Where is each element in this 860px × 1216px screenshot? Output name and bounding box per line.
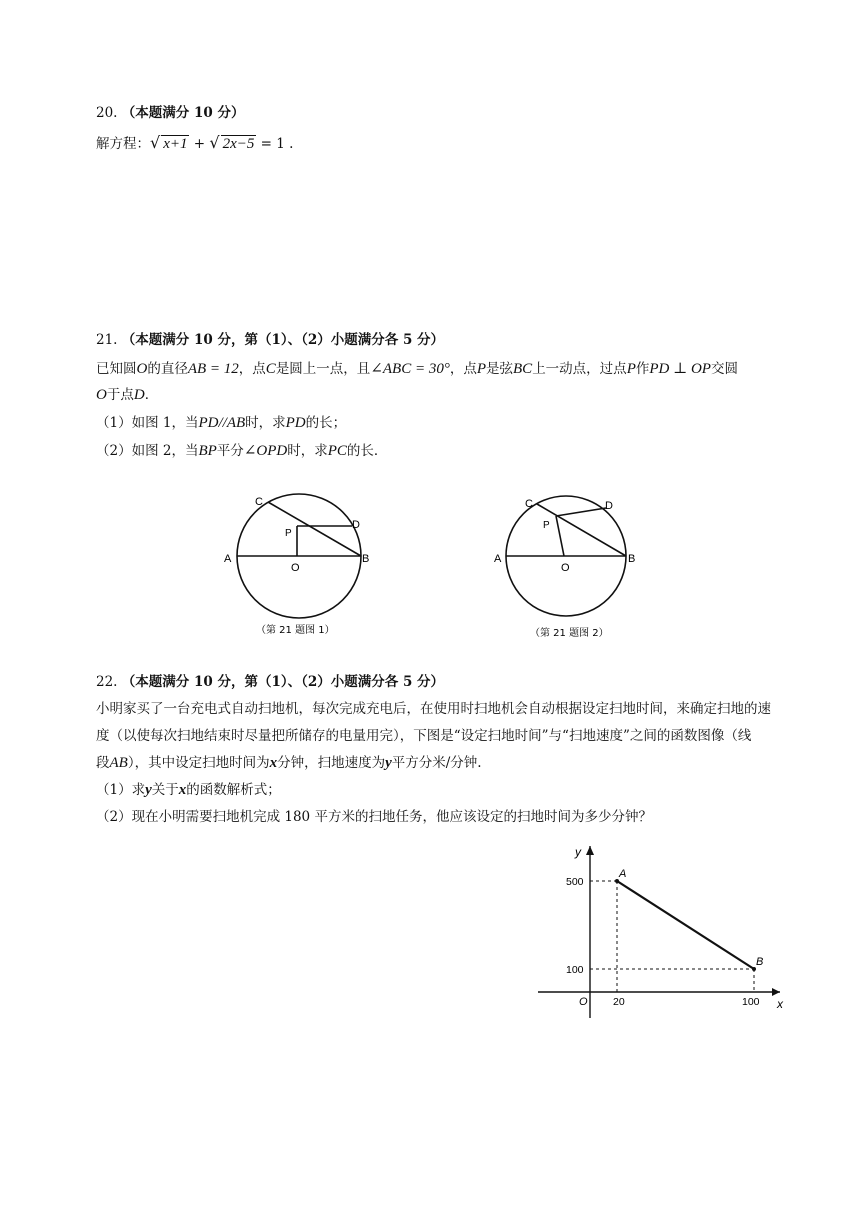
q22-header: （本题满分 10 分，第（1）、（2）小题满分各 5 分） [121, 674, 445, 690]
q21-p1a: （1）如图 1，当 [96, 415, 199, 431]
q21-t1h: 作 [635, 361, 650, 377]
q21-t1a: 已知圆 [96, 361, 137, 377]
q20-radicand-2: 2x−5 [222, 136, 255, 152]
label-o: O [291, 562, 300, 574]
q22-l3d: 平方分米/分钟. [391, 755, 482, 771]
q22-number: 22. [96, 674, 118, 690]
q22-p1c: 的函数解析式； [186, 782, 281, 798]
q21-opd: ∠OPD [243, 443, 288, 459]
q21-ab12: AB = 12 [187, 361, 239, 377]
q21-angle: ∠ABC = 30° [370, 361, 450, 377]
label-p: P [543, 520, 550, 531]
q22-part1 [96, 780, 281, 800]
label-a: A [224, 553, 232, 565]
q21-p2d: 的长． [346, 443, 388, 459]
segment-op [556, 516, 564, 556]
q21-number: 21. [96, 332, 118, 348]
q22-text-line3 [96, 753, 482, 773]
q21-d: D [133, 387, 145, 403]
segment-pd [556, 508, 606, 516]
q22-l3a: 段 [96, 755, 110, 771]
q21-p1c: 的长； [305, 415, 347, 431]
q21-o2: O [96, 387, 107, 403]
q20-equals: = 1 . [256, 136, 294, 152]
q21-text-line1 [96, 359, 738, 379]
q21-figure-2 [480, 488, 660, 648]
q22-l3c: 分钟，扫地速度为 [277, 755, 386, 771]
q21-c: C [265, 361, 276, 377]
q21-p1b: 时，求 [245, 415, 286, 431]
q21-t1c: ，点 [238, 361, 266, 377]
q21-text-line2 [96, 385, 158, 405]
q21-p: P [476, 361, 487, 377]
q20-radicand-1: x+1 [163, 136, 188, 152]
q21-pc: PC [327, 443, 347, 459]
q20-lead: 解方程： [96, 136, 150, 152]
q21-p2c: 时，求 [287, 443, 328, 459]
point-label-b: B [756, 956, 764, 968]
q22-text-line1: 小明家买了一台充电式自动扫地机，每次完成充电后，在使用时扫地机会自动根据设定扫地时间，来确定扫地的速 [96, 701, 771, 717]
q22-l3b: ），其中设定扫地时间为 [127, 755, 270, 771]
q22-function-graph [530, 838, 790, 1023]
q22-part2: （2）现在小明需要扫地机完成 180 平方米的扫地任务，他应该设定的扫地时间为多少分钟？ [96, 809, 652, 825]
label-b: B [628, 553, 636, 565]
q21-t1e: ，点 [449, 361, 477, 377]
label-c: C [525, 498, 533, 510]
q22-p1-x: x [178, 782, 187, 798]
q21-t1i: 交圆 [710, 361, 738, 377]
q20-header: （本题满分 10 分） [121, 105, 245, 121]
q22-heading [96, 672, 444, 692]
sqrt-symbol-icon: √ [209, 133, 220, 152]
figure-2-caption: （第 21 题图 2） [530, 628, 609, 639]
label-c: C [255, 496, 263, 508]
q21-pdop: PD ⊥ OP [649, 361, 711, 377]
label-d: D [605, 500, 613, 512]
origin-label: O [579, 996, 588, 1008]
label-o: O [561, 562, 570, 574]
q21-t1g: 上一动点，过点 [532, 361, 627, 377]
q21-p2: P [626, 361, 636, 377]
x-axis-arrow-icon [772, 988, 780, 996]
q21-t1f: 是弦 [486, 361, 514, 377]
q21-header: （本题满分 10 分，第（1）、（2）小题满分各 5 分） [121, 332, 445, 348]
q21-figure-1 [210, 488, 390, 648]
x-tick-label-20: 20 [613, 996, 625, 1008]
q20-number: 20. [96, 105, 118, 121]
q21-part2 [96, 441, 387, 461]
x-axis-label: x [777, 997, 783, 1011]
label-d: D [352, 519, 360, 531]
q22-y: y [385, 755, 392, 771]
y-tick-label-100: 100 [566, 964, 584, 976]
label-b: B [362, 553, 370, 565]
chord-cb [268, 502, 361, 556]
figure-1-caption: （第 21 题图 1） [256, 625, 335, 636]
y-tick-label-500: 500 [566, 876, 584, 888]
q22-p1a: （1）求 [96, 782, 146, 798]
q21-o: O [136, 361, 148, 377]
label-p: P [285, 528, 292, 539]
point-label-a: A [619, 868, 627, 880]
y-axis-label: y [575, 845, 581, 859]
segment-ab [617, 881, 754, 969]
q21-t1b: 的直径 [147, 361, 188, 377]
q22-data-marks [566, 868, 763, 1008]
q22-x: x [269, 755, 278, 771]
q21-pd: PD [285, 415, 306, 431]
q22-p1b: 关于 [151, 782, 179, 798]
q20-heading [96, 103, 244, 123]
q22-text-line2: 度（以使每次扫地结束时尽量把所储存的电量用完），下图是“设定扫地时间”与“扫地速度”之间的函数图像（线 [96, 728, 752, 744]
y-axis-arrow-icon [586, 846, 594, 855]
q21-p2a: （2）如图 2，当 [96, 443, 199, 459]
x-tick-label-100: 100 [742, 996, 760, 1008]
q22-ab: AB [109, 755, 128, 771]
q20-equation [96, 133, 293, 154]
sqrt-symbol-icon: √ [150, 133, 161, 152]
q21-p2b: 平分 [216, 443, 244, 459]
q22-p1-y: y [145, 782, 152, 798]
q21-t2b: ． [144, 387, 159, 403]
q21-t2a: 于点 [106, 387, 134, 403]
q21-heading [96, 330, 444, 350]
q21-bc: BC [513, 361, 533, 377]
label-a: A [494, 553, 502, 565]
q21-part1 [96, 413, 346, 433]
q20-plus: + [189, 136, 210, 152]
q21-bp: BP [198, 443, 217, 459]
q21-pdab: PD//AB [198, 415, 246, 431]
q21-t1d: 是圆上一点，且 [275, 361, 371, 377]
